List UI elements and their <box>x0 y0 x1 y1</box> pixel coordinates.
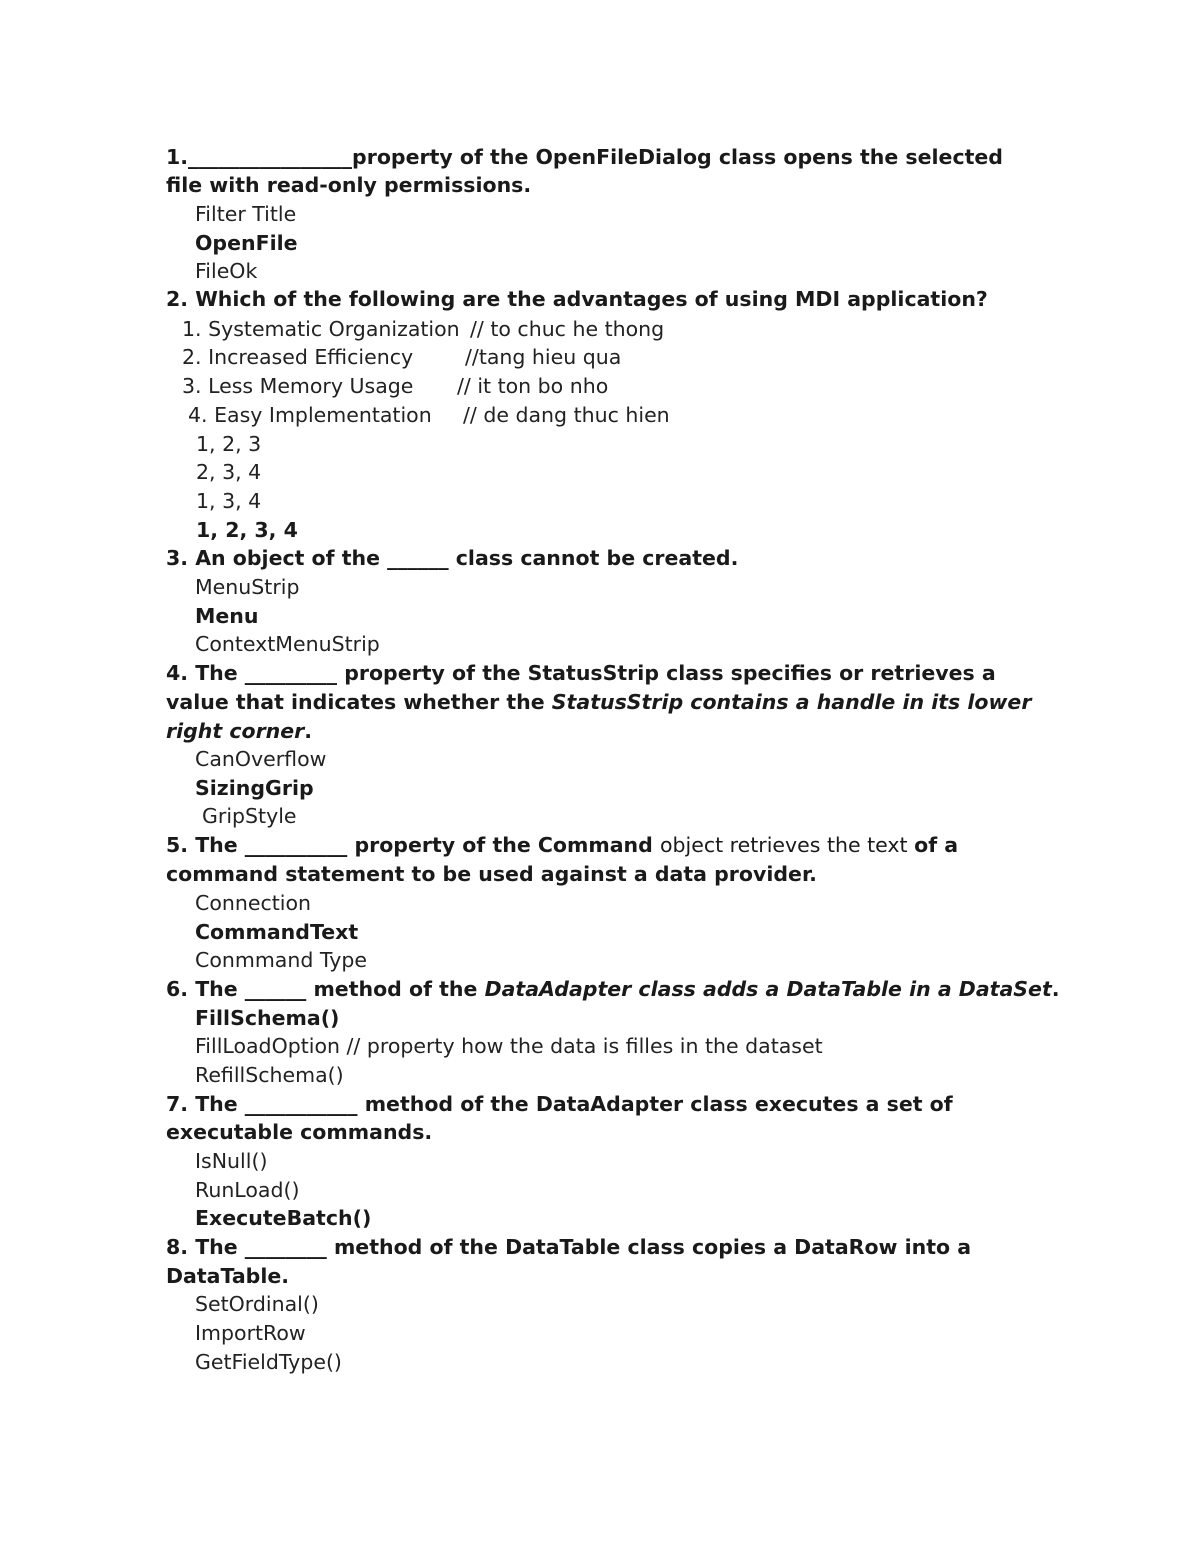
question-5-option-b-correct: CommandText <box>195 920 359 944</box>
question-4-option-a: CanOverflow <box>195 747 327 771</box>
question-2-item-4-note: // de dang thuc hien <box>463 403 670 427</box>
question-1-option-c: FileOk <box>195 259 258 283</box>
question-4-stem-line-2-italic: StatusStrip contains a handle in its lower <box>551 690 1032 714</box>
question-6-option-a-correct: FillSchema() <box>195 1006 340 1030</box>
question-1-option-a: Filter Title <box>195 202 297 226</box>
question-1-option-b-correct: OpenFile <box>195 231 298 255</box>
question-3-option-c: ContextMenuStrip <box>195 632 380 656</box>
question-4-stem-line-2-plain: value that indicates whether the <box>166 690 552 714</box>
question-7-option-c-correct: ExecuteBatch() <box>195 1206 372 1230</box>
question-5-stem-line-1-a: 5. The __________ property of the Command <box>166 833 660 857</box>
question-4-stem-line-3-period: . <box>304 719 313 743</box>
question-6-stem-period: . <box>1051 977 1060 1001</box>
question-5-stem-line-2: command statement to be used against a data provider. <box>166 862 817 886</box>
question-5-option-c: Conmmand Type <box>195 948 367 972</box>
question-6-option-b: FillLoadOption // property how the data is filles in the dataset <box>195 1034 823 1058</box>
question-2-option-a: 1, 2, 3 <box>196 432 262 456</box>
question-3-option-a: MenuStrip <box>195 575 300 599</box>
question-1-stem-line-2: file with read-only permissions. <box>166 173 532 197</box>
question-7-option-b: RunLoad() <box>195 1178 300 1202</box>
question-8-stem-line-1: 8. The ________ method of the DataTable class copies a DataRow into a <box>166 1235 972 1259</box>
question-2-stem: 2. Which of the following are the advantages of using MDI application? <box>166 287 988 311</box>
question-2-item-2-label: 2. Increased Efficiency <box>182 345 414 369</box>
question-4-stem-line-1: 4. The _________ property of the StatusStrip class specifies or retrieves a <box>166 661 996 685</box>
question-7-stem-line-1: 7. The ___________ method of the DataAdapter class executes a set of <box>166 1092 953 1116</box>
question-2-item-3-label: 3. Less Memory Usage <box>182 374 414 398</box>
question-6-stem-a: 6. The ______ method of the <box>166 977 485 1001</box>
question-2-item-3-note: // it ton bo nho <box>457 374 609 398</box>
question-1-stem-line-1: 1.________________property of the OpenFileDialog class opens the selected <box>166 145 1003 169</box>
question-6-stem-italic: DataAdapter class adds a DataTable in a DataSet <box>484 977 1052 1001</box>
question-2-item-4-label: 4. Easy Implementation <box>188 403 432 427</box>
question-7-option-a: IsNull() <box>195 1149 268 1173</box>
question-2-item-1-note: // to chuc he thong <box>470 317 665 341</box>
question-2-option-c: 1, 3, 4 <box>196 489 262 513</box>
question-2-item-2-note: //tang hieu qua <box>465 345 622 369</box>
question-6-stem <box>166 975 1060 1003</box>
question-5-stem-line-1 <box>166 831 958 859</box>
question-8-option-c: GetFieldType() <box>195 1350 342 1374</box>
question-5-option-a: Connection <box>195 891 311 915</box>
question-2-item-1-label: 1. Systematic Organization <box>182 317 460 341</box>
question-2-option-d-correct: 1, 2, 3, 4 <box>196 518 298 542</box>
question-5-stem-line-1-c: of a <box>914 833 959 857</box>
question-3-stem: 3. An object of the ______ class cannot be created. <box>166 546 739 570</box>
question-4-option-b-correct: SizingGrip <box>195 776 314 800</box>
question-4-stem-line-3 <box>166 717 312 745</box>
question-4-option-c: GripStyle <box>202 804 297 828</box>
question-6-option-c: RefillSchema() <box>195 1063 344 1087</box>
question-8-option-a: SetOrdinal() <box>195 1292 319 1316</box>
question-4-stem-line-2 <box>166 688 1031 716</box>
question-8-option-b: ImportRow <box>195 1321 306 1345</box>
question-2-option-b: 2, 3, 4 <box>196 460 262 484</box>
question-7-stem-line-2: executable commands. <box>166 1120 433 1144</box>
question-3-option-b-correct: Menu <box>195 604 259 628</box>
question-8-stem-line-2: DataTable. <box>166 1264 290 1288</box>
question-4-stem-line-3-italic: right corner <box>166 719 305 743</box>
question-5-stem-line-1-b: object retrieves the text <box>659 833 915 857</box>
